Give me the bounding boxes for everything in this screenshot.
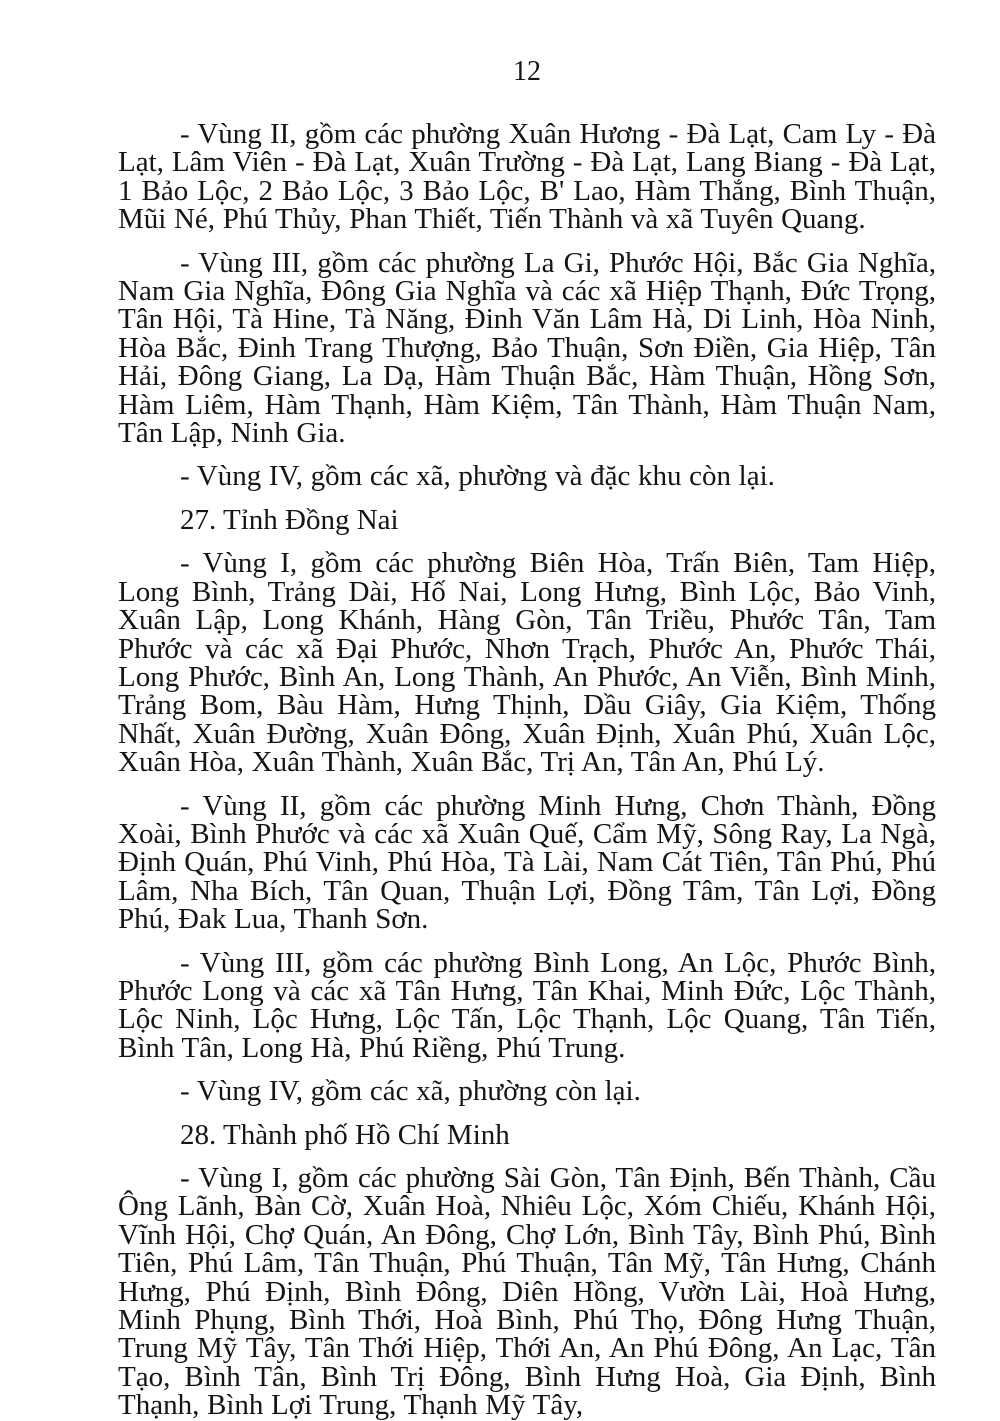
paragraph-dongnai-vung-iii: - Vùng III, gồm các phường Bình Long, An Lộc, Phước Bình, Phước Long và các xã Tân Hưng, Tân Khai, Minh Đức, Lộc Thành, Lộc Ninh, Lộc Hưng, Lộc Tấn, Lộc Thạnh, Lộc Quang, Tân Tiến, Bình Tân, Long Hà, Phú Riềng, Phú Trung. (118, 946, 936, 1064)
heading-tp-ho-chi-minh: 28. Thành phố Hồ Chí Minh (180, 1118, 510, 1151)
paragraph-hcm-vung-i: - Vùng I, gồm các phường Sài Gòn, Tân Định, Bến Thành, Cầu Ông Lãnh, Bàn Cờ, Xuân Hoà, Nhiêu Lộc, Xóm Chiếu, Khánh Hội, Vĩnh Hội, Chợ Quán, An Đông, Chợ Lớn, Bình Tây, Bình Phú, Bình Tiên, Phú Lâm, Tân Thuận, Phú Thuận, Tân Mỹ, Tân Hưng, Chánh Hưng, Phú Định, Bình Đông, Diên Hồng, Vườn Lài, Hoà Hưng, Minh Phụng, Bình Thới, Hoà Bình, Phú Thọ, Đông Hưng Thuận, Trung Mỹ Tây, Tân Thới Hiệp, Thới An, An Phú Đông, An Lạc, Tân Tạo, Bình Tân, Bình Trị Đông, Bình Hưng Hoà, Gia Định, Bình Thạnh, Bình Lợi Trung, Thạnh Mỹ Tây, (118, 1162, 936, 1421)
paragraph-dongnai-vung-ii: - Vùng II, gồm các phường Minh Hưng, Chơn Thành, Đồng Xoài, Bình Phước và các xã Xuân Quế, Cẩm Mỹ, Sông Ray, La Ngà, Định Quán, Phú Vinh, Phú Hòa, Tà Lài, Nam Cát Tiên, Tân Phú, Phú Lâm, Nha Bích, Tân Quan, Thuận Lợi, Đồng Tâm, Tân Lợi, Đồng Phú, Đak Lua, Thanh Sơn. (118, 789, 936, 936)
heading-tinh-dong-nai: 27. Tỉnh Đồng Nai (180, 503, 399, 536)
paragraph-vung-iv: - Vùng IV, gồm các xã, phường và đặc khu còn lại. (180, 460, 775, 493)
paragraph-dongnai-vung-i: - Vùng I, gồm các phường Biên Hòa, Trấn Biên, Tam Hiệp, Long Bình, Trảng Dài, Hố Nai, Long Hưng, Bình Lộc, Bảo Vinh, Xuân Lập, Long Khánh, Hàng Gòn, Tân Triều, Phước Tân, Tam Phước và các xã Đại Phước, Nhơn Trạch, Phước An, Phước Thái, Long Phước, Bình An, Long Thành, An Phước, An Viễn, Bình Minh, Trảng Bom, Bàu Hàm, Hưng Thịnh, Dầu Giây, Gia Kiệm, Thống Nhất, Xuân Đường, Xuân Đông, Xuân Định, Xuân Phú, Xuân Lộc, Xuân Hòa, Xuân Thành, Xuân Bắc, Trị An, Tân An, Phú Lý. (118, 547, 936, 779)
paragraph-vung-ii: - Vùng II, gồm các phường Xuân Hương - Đà Lạt, Cam Ly - Đà Lạt, Lâm Viên - Đà Lạt, Xuân Trường - Đà Lạt, Lang Biang - Đà Lạt, 1 Bảo Lộc, 2 Bảo Lộc, 3 Bảo Lộc, B' Lao, Hàm Thắng, Bình Thuận, Mũi Né, Phú Thủy, Phan Thiết, Tiến Thành và xã Tuyên Quang. (118, 118, 936, 236)
paragraph-vung-iii: - Vùng III, gồm các phường La Gi, Phước Hội, Bắc Gia Nghĩa, Nam Gia Nghĩa, Đông Gia Nghĩa và các xã Hiệp Thạnh, Đức Trọng, Tân Hội, Tà Hine, Tà Năng, Đinh Văn Lâm Hà, Di Linh, Hòa Ninh, Hòa Bắc, Đinh Trang Thượng, Bảo Thuận, Sơn Điền, Gia Hiệp, Tân Hải, Đông Giang, La Dạ, Hàm Thuận Bắc, Hàm Thuận, Hồng Sơn, Hàm Liêm, Hàm Thạnh, Hàm Kiệm, Tân Thành, Hàm Thuận Nam, Tân Lập, Ninh Gia. (118, 246, 936, 450)
page-number: 12 (513, 56, 541, 87)
paragraph-dongnai-vung-iv: - Vùng IV, gồm các xã, phường còn lại. (180, 1075, 641, 1108)
